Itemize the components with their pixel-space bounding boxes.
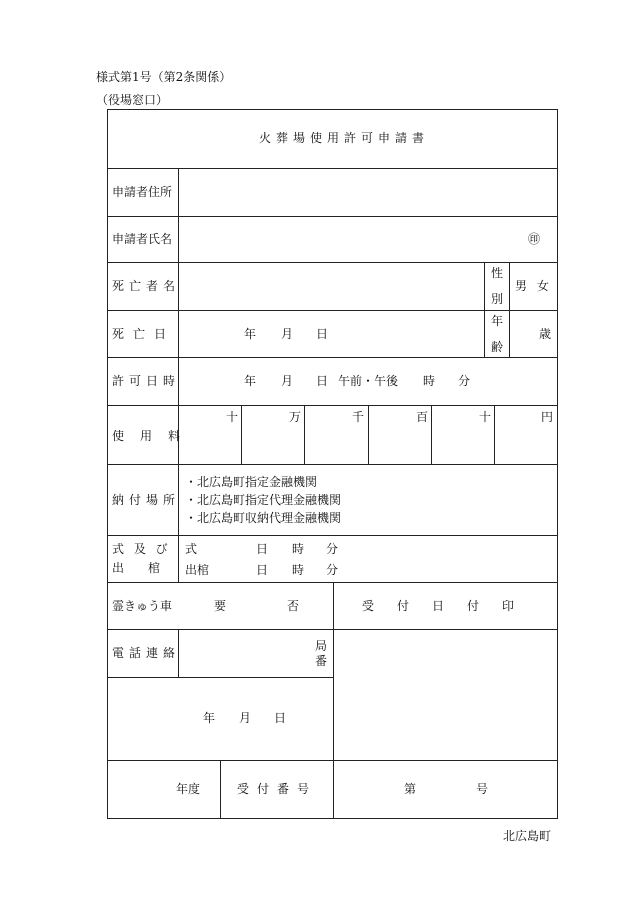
ceremony-line2-label: 出棺	[185, 563, 210, 577]
payment-option-agent: ・北広島町指定代理金融機関	[185, 493, 342, 507]
number-suffix: 号	[476, 782, 489, 796]
hearse-not-required: 否	[287, 599, 300, 613]
permit-datetime-label: 許可日時	[112, 374, 181, 388]
permit-ampm: 午前・午後	[338, 374, 399, 388]
fee-unit-ten-million: 十	[226, 410, 239, 424]
date-day-unit: 日	[274, 711, 287, 725]
permit-year-unit: 年	[244, 374, 257, 388]
age-label-top: 年	[491, 314, 504, 328]
fiscal-year-label: 年度	[176, 782, 201, 796]
applicant-name-label: 申請者氏名	[112, 232, 173, 246]
fee-label: 使用料	[112, 429, 197, 443]
ceremony-label-line1: 式 及 び	[112, 542, 168, 556]
death-year-unit: 年	[244, 327, 257, 341]
fee-unit-hundred: 百	[416, 410, 429, 424]
death-date-label: 死亡日	[112, 327, 176, 341]
permit-month-unit: 月	[281, 374, 294, 388]
payment-option-designated: ・北広島町指定金融機関	[185, 475, 318, 489]
death-month-unit: 月	[281, 327, 294, 341]
death-day-unit: 日	[316, 327, 329, 341]
ceremony-line2-day: 日	[256, 563, 269, 577]
deceased-name-label: 死亡者名	[112, 279, 181, 293]
hearse-required: 要	[214, 599, 227, 613]
sex-label-top: 性	[491, 266, 504, 280]
issuing-municipality: 北広島町	[503, 829, 552, 843]
payment-option-collection: ・北広島町収納代理金融機関	[185, 511, 342, 525]
receipt-number-label: 受付番号	[237, 782, 318, 796]
number-prefix: 第	[404, 782, 417, 796]
ceremony-label-line2: 出 棺	[112, 561, 161, 575]
seal-mark: ㊞	[528, 232, 541, 246]
permit-day-unit: 日	[316, 374, 329, 388]
ceremony-line1-hour: 時	[292, 542, 305, 556]
sex-label-bottom: 別	[491, 292, 504, 306]
ceremony-line1-label: 式	[185, 542, 198, 556]
fee-unit-ten: 十	[479, 410, 492, 424]
sex-options: 男 女	[515, 279, 549, 293]
form-title: 火葬場使用許可申請書	[259, 131, 430, 145]
phone-bureau-bottom: 番	[315, 654, 328, 668]
age-unit: 歳	[539, 327, 552, 341]
date-year-unit: 年	[203, 711, 216, 725]
ceremony-line1-minute: 分	[326, 542, 339, 556]
ceremony-line1-day: 日	[256, 542, 269, 556]
hearse-label: 霊きゅう車	[112, 599, 173, 613]
ceremony-line2-minute: 分	[326, 563, 339, 577]
phone-bureau-top: 局	[315, 639, 328, 653]
fee-unit-yen: 円	[541, 410, 554, 424]
receipt-stamp-label: 受付日付印	[362, 599, 538, 613]
age-label-bottom: 齢	[491, 340, 504, 354]
permit-hour-unit: 時	[423, 374, 436, 388]
date-month-unit: 月	[239, 711, 252, 725]
phone-contact-label: 電話連絡	[112, 646, 181, 660]
form-number: 様式第1号（第2条関係）	[96, 70, 232, 84]
fee-unit-ten-thousand: 万	[289, 410, 302, 424]
payment-place-label: 納付場所	[112, 493, 181, 507]
office-label: （役場窓口）	[96, 93, 169, 107]
ceremony-line2-hour: 時	[292, 563, 305, 577]
permit-minute-unit: 分	[458, 374, 471, 388]
fee-unit-thousand: 千	[352, 410, 365, 424]
applicant-address-label: 申請者住所	[112, 185, 173, 199]
